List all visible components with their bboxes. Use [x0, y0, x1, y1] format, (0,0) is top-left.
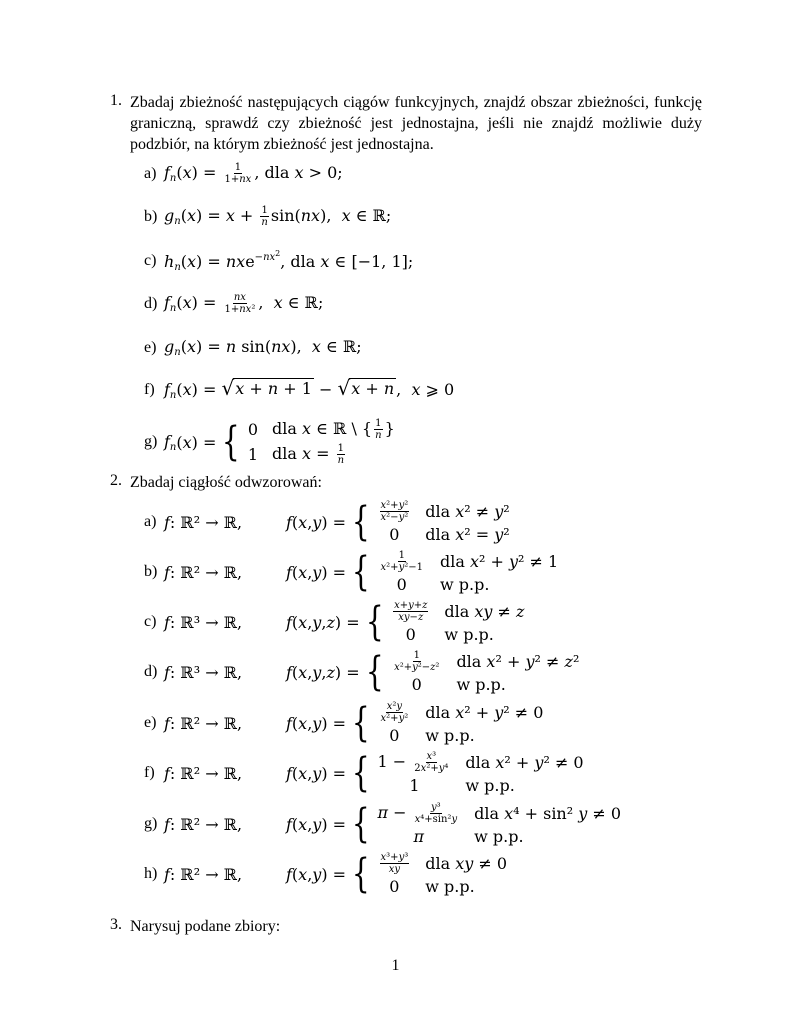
problem-1-number: 1. — [110, 92, 122, 109]
problem-1-item-f — [144, 378, 454, 401]
mapping-2b: f: ℝ² → ℝ, — [164, 562, 243, 582]
item-label: f) — [144, 764, 155, 781]
problem-1-item-c — [144, 249, 413, 273]
mapping-2g: f: ℝ² → ℝ, — [164, 814, 243, 834]
item-label: b) — [144, 207, 158, 225]
problem-2-item-d — [144, 650, 579, 694]
item-label: c) — [144, 613, 157, 630]
item-label: b) — [144, 563, 158, 580]
formula-1a: $f_n(x)$ = $\frac{1}{1+nx}$ , dla x > 0; — [164, 162, 343, 185]
formula-2a: f ( x , y ) = { $\frac{\text{x²+y²}}{\text{x²−y²}}$ dla x² ≠ y² 0 dla x² = y² — [286, 499, 510, 545]
item-label: f) — [144, 380, 155, 398]
item-label: a) — [144, 164, 157, 182]
formula-1d: $f_n(x)$ = $\frac{nx}{\text{1+nx²}}$ , x ∈ ℝ; — [164, 292, 324, 315]
formula-2d: f ( x , y , z ) = { $\frac{1}{\text{x²+y²−z²}}$ dla x² + y² ≠ z² 0 w p.p. — [286, 649, 580, 695]
problem-2-number: 2. — [110, 472, 122, 489]
problem-2-item-a — [144, 500, 510, 544]
item-label: g) — [144, 433, 158, 450]
problem-2-item-e — [144, 701, 543, 745]
mapping-2e: f: ℝ² → ℝ, — [164, 713, 243, 733]
problem-2-item-f — [144, 751, 584, 795]
formula-2f: f ( x , y ) = { 1 − $\frac{\text{x³}}{\text{2x²+y⁴}}$ dla x² + y² ≠ 0 1 w p.p. — [286, 750, 584, 796]
item-label: h) — [144, 865, 158, 882]
item-label: e) — [144, 338, 157, 356]
item-label: c) — [144, 252, 157, 269]
problem-3-text: Narysuj podane zbiory: — [130, 918, 281, 935]
problem-1-item-g — [144, 418, 395, 466]
problem-2-text: Zbadaj ciągłość odwzorowań: — [130, 474, 322, 491]
problem-1-text: Zbadaj zbieżność następujących ciągów funkcyjnych, znajdź obszar zbieżności, funkcję graniczną, sprawdź czy zbieżność jest jednostajna, jeśli nie znajdź możliwie duży podzbiór, na którym zbieżność jest jednostajna. — [130, 94, 702, 153]
item-label: d) — [144, 294, 158, 312]
mapping-2f: f: ℝ² → ℝ, — [164, 763, 243, 783]
formula-1b: $g_n(x) = x$ + $\frac{1}{n}$ sin(nx), x ∈ ℝ; — [164, 205, 392, 228]
formula-1e: $g_n(x) = n$ sin(nx), x ∈ ℝ; — [164, 337, 362, 358]
page-number: 1 — [391, 957, 400, 974]
formula-1c: $h_n(x) = nxe^{-nx^2}$, dla x ∈ [−1, 1]; — [164, 249, 414, 273]
formula-2b: f ( x , y ) = { $\frac{1}{\text{x²+y²−1}}$ dla x² + y² ≠ 1 0 w p.p. — [286, 549, 559, 595]
item-label: e) — [144, 714, 157, 731]
mapping-2a: f: ℝ² → ℝ, — [164, 512, 243, 532]
mapping-2d: f: ℝ³ → ℝ, — [164, 662, 243, 682]
mapping-2h: f: ℝ² → ℝ, — [164, 864, 243, 884]
mapping-2c: f: ℝ³ → ℝ, — [164, 612, 243, 632]
formula-2g: f ( x , y ) = { π − $\frac{\text{y³}}{\text{x⁴+sin²y}}$ dla x⁴ + sin² y ≠ 0 π w p.p. — [286, 801, 622, 847]
item-label: g) — [144, 815, 158, 832]
problem-1-item-e — [144, 337, 362, 358]
problem-2-item-b — [144, 550, 558, 594]
problem-1-item-d — [144, 292, 323, 315]
formula-2c: f ( x , y , z ) = { $\frac{x+y+z}{xy-z}$ dla xy ≠ z 0 w p.p. — [286, 599, 525, 645]
formula-2e: f ( x , y ) = { $\frac{\text{x²y}}{\text{x²+y²}}$ dla x² + y² ≠ 0 0 w p.p. — [286, 700, 544, 746]
problem-1-item-b — [144, 205, 391, 228]
problem-2-item-g — [144, 802, 621, 846]
problem-2-item-c — [144, 600, 524, 644]
formula-2h: f ( x , y ) = { $\frac{\text{x³+y³}}{xy}$ dla xy ≠ 0 0 w p.p. — [286, 851, 508, 897]
item-label: a) — [144, 513, 157, 530]
formula-1g: $f_n$ ( x ) = { 0 dla x ∈ ℝ \ { $\frac{1}{n}$ } 1 dla x = $\frac{1}{n}$ — [164, 418, 395, 466]
item-label: d) — [144, 663, 158, 680]
problem-1-item-a — [144, 162, 343, 185]
formula-1f: $f_n(x)$ = √ x + n + 1 − √ x + n , x ⩾ 0 — [164, 376, 455, 401]
problem-3-number: 3. — [110, 916, 122, 933]
problem-2-item-h — [144, 852, 507, 896]
